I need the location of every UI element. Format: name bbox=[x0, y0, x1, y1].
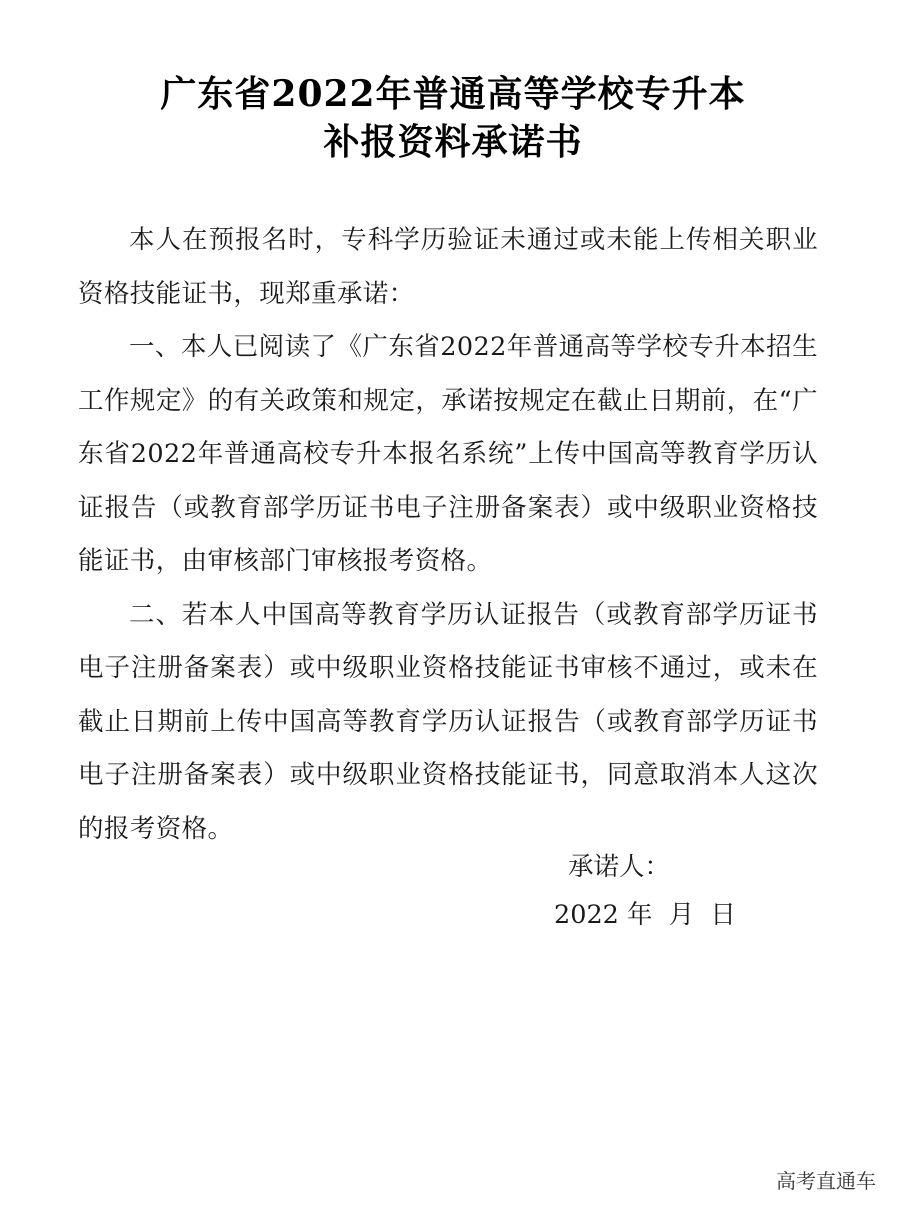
signature-label: 承诺人： bbox=[568, 852, 671, 882]
paragraph-intro: 本人在预报名时，专科学历验证未通过或未能上传相关职业资格技能证书，现郑重承诺： bbox=[78, 225, 818, 309]
document-title-line-2: 补报资料承诺书 bbox=[323, 121, 583, 163]
paragraph-commitment-2: 二、若本人中国高等教育学历认证报告（或教育部学历证书电子注册备案表）或中级职业资格技能证书审核不通过，或未在截止日期前上传中国高等教育学历认证报告（或教育部学历证书电子注册备案表）或中级职业资格技能证书，同意取消本人这次的报考资格。 bbox=[78, 599, 818, 844]
watermark-text: 高考直通车 bbox=[776, 1169, 876, 1193]
document-body bbox=[78, 214, 818, 856]
date-line: 2022 年 月 日 bbox=[554, 900, 736, 930]
paragraph-commitment-1: 一、本人已阅读了《广东省2022年普通高等学校专升本招生工作规定》的有关政策和规定，承诺按规定在截止日期前，在“广东省2022年普通高校专升本报名系统”上传中国高等教育学历认证报告（或教育部学历证书电子注册备案表）或中级职业资格技能证书，由审核部门审核报考资格。 bbox=[78, 332, 818, 576]
document-title-line-1: 广东省2022年普通高等学校专升本 bbox=[160, 73, 746, 115]
